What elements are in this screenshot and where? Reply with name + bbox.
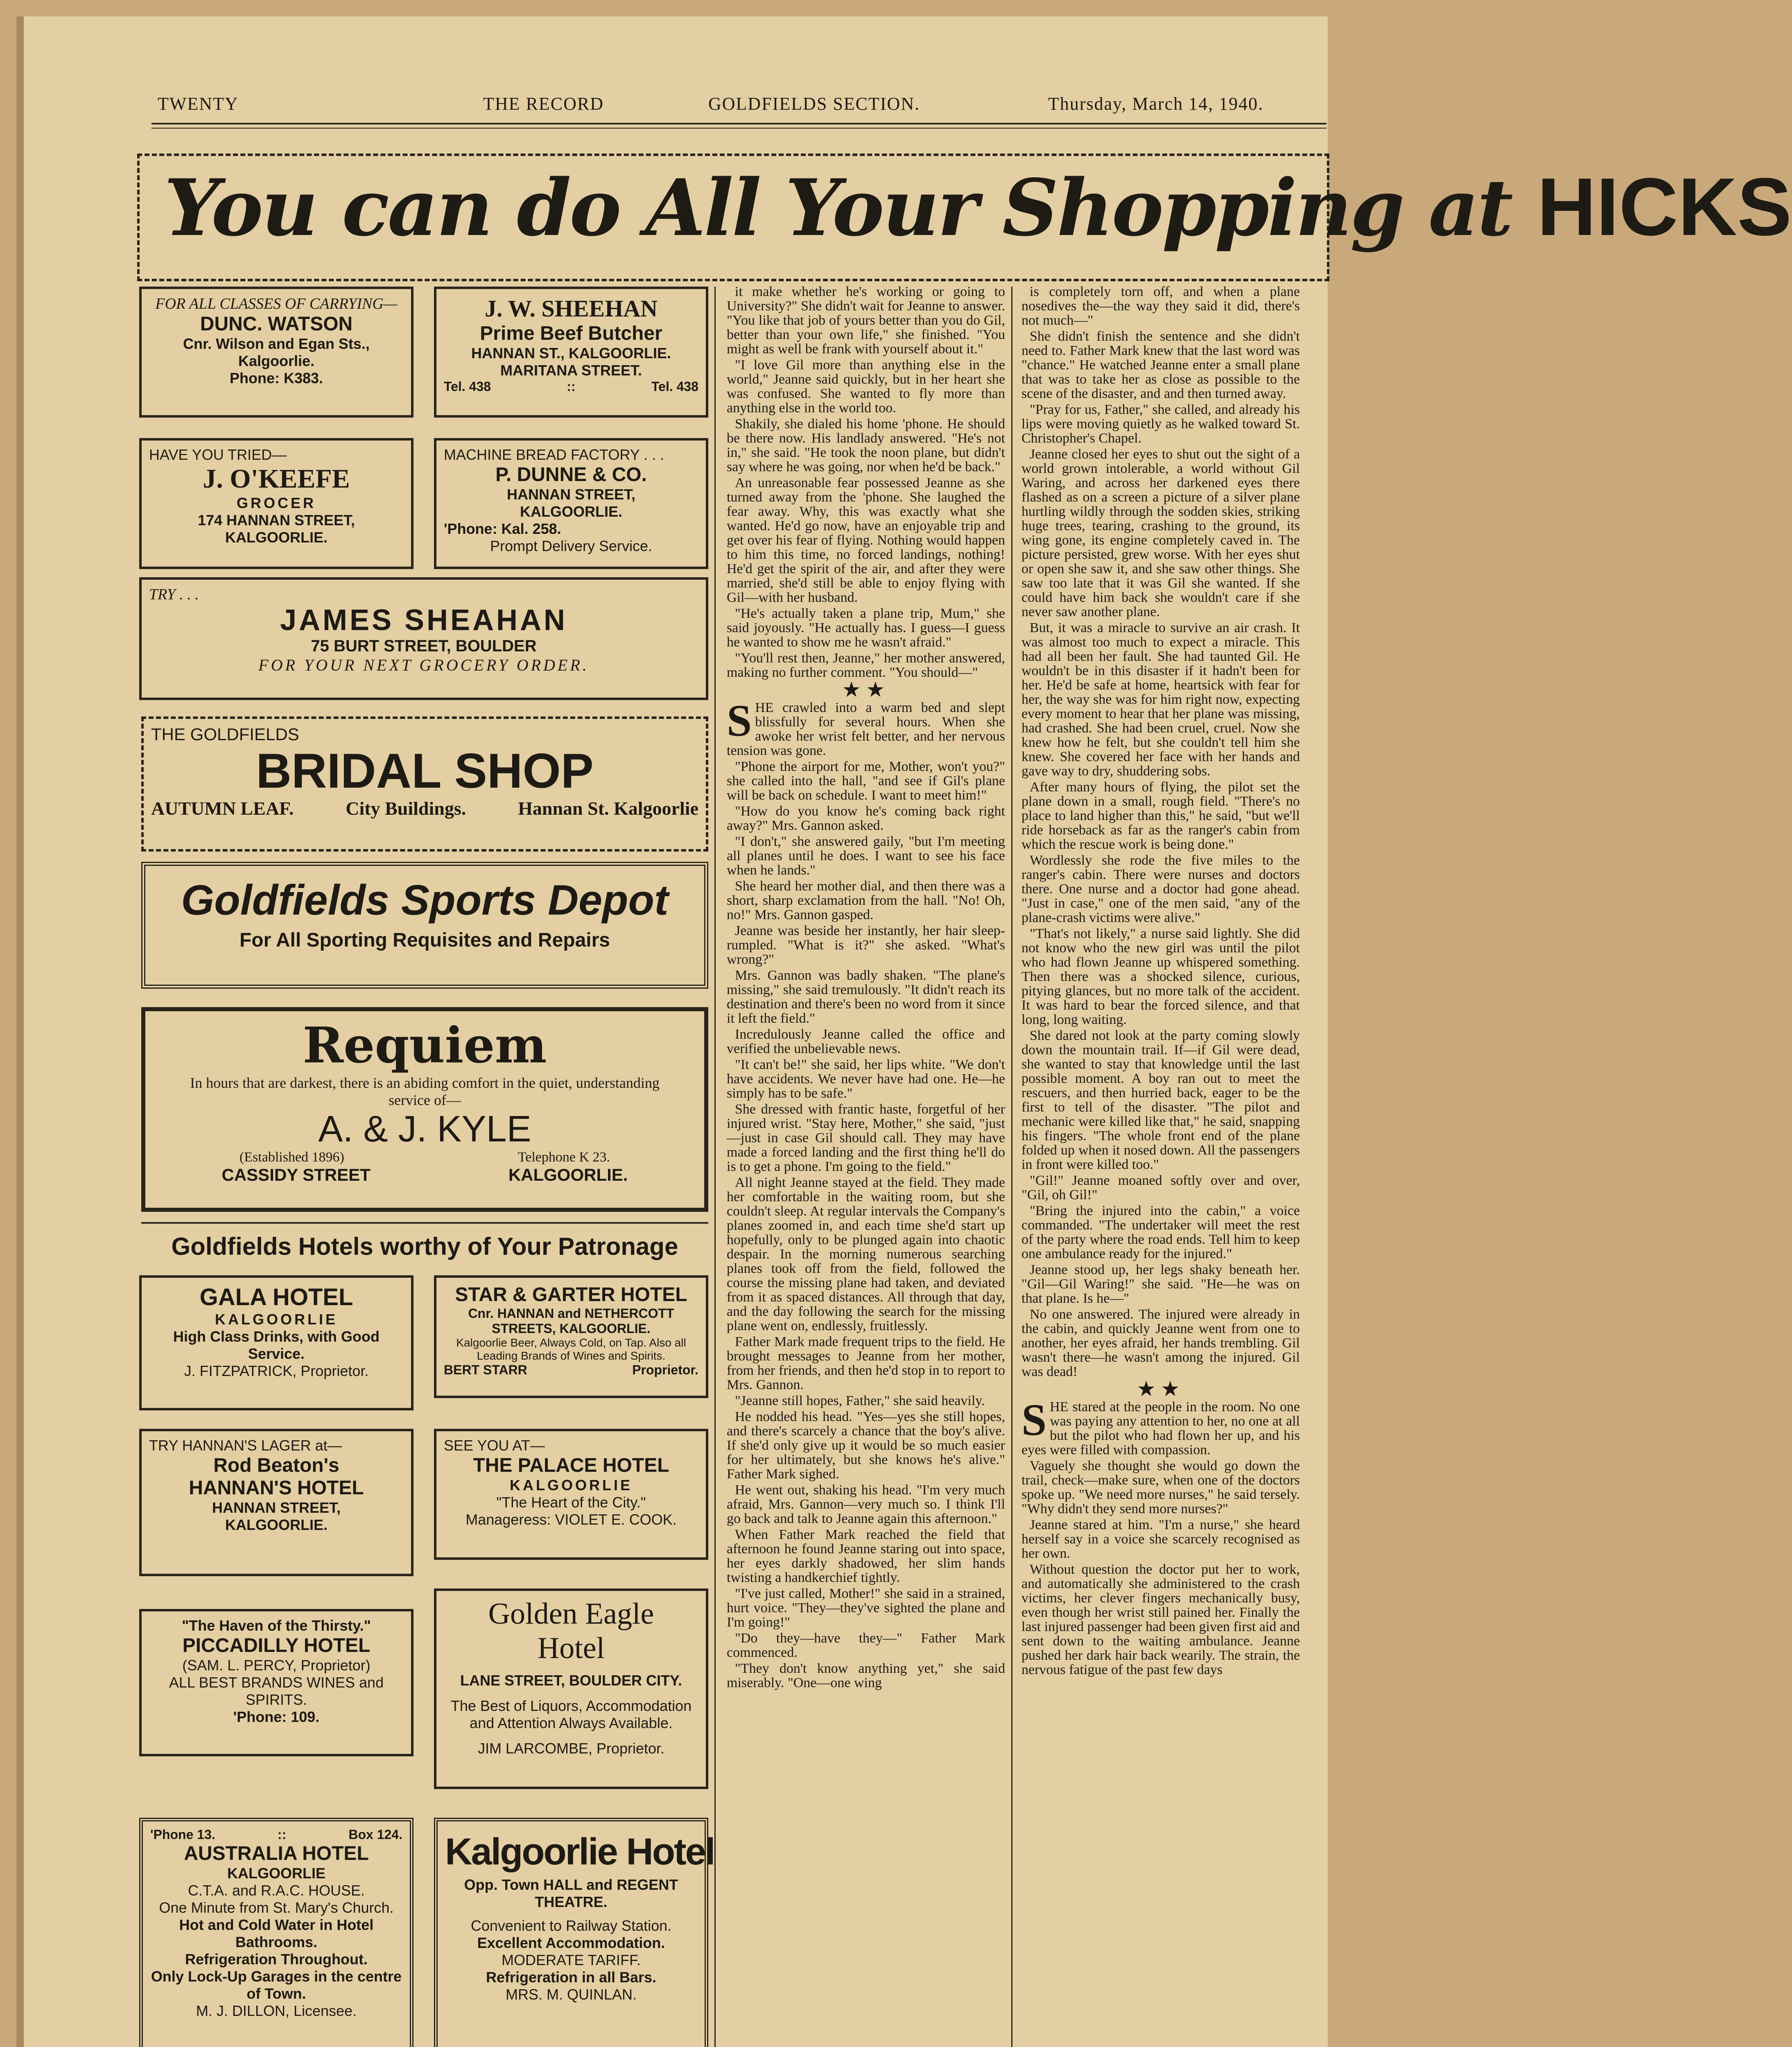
story-paragraph: HE crawled into a warm bed and slept blissfully for several hours. When she awoke her wrist felt better, and her nervous tension was gone.: [727, 700, 1005, 758]
ad-line: MODERATE TARIFF.: [501, 1952, 641, 1968]
ad-line: FOR YOUR NEXT GROCERY ORDER.: [258, 656, 589, 674]
story-paragraph: "Phone the airport for me, Mother, won't you?" she called into the hall, "and see if Gil's plane will be back on schedule. I want to meet him!": [727, 759, 1005, 803]
ad-line: FOR ALL CLASSES OF CARRYING—: [155, 295, 398, 312]
ad-line: Excellent Accommodation.: [477, 1934, 665, 1951]
ad-line: KALGOORLIE.: [225, 529, 328, 546]
ad-established: [153, 1150, 697, 1165]
story-paragraph: Father Mark made frequent trips to the field. He brought messages to Jeanne from her mother, from her friends, and then he'd stop in to report to Mrs. Gannon.: [727, 1334, 1005, 1392]
ad-phone: Tel. 438: [444, 379, 491, 394]
story-paragraph: Incredulously Jeanne called the office and verified the unbelievable news.: [727, 1027, 1005, 1056]
ad-line: Box 124.: [348, 1827, 402, 1842]
ad-line: Manageress: VIOLET E. COOK.: [466, 1511, 677, 1528]
story-paragraph: "Jeanne still hopes, Father," she said heavily.: [735, 1393, 985, 1408]
ad-line: GROCER: [236, 495, 316, 511]
story-paragraph: it make whether he's working or going to University?" She didn't wait for Jeanne to answer. "You like that job of yours better than you do Gil, better than your own life," she finished. "You might as well be frank with yourself about it.": [727, 284, 1005, 357]
ad-line: Convenient to Railway Station.: [470, 1917, 672, 1934]
ad-line: Kalgoorlie.: [238, 352, 315, 369]
ad-line: Refrigeration Throughout.: [185, 1951, 368, 1968]
ad-line: Hannan St. Kalgoorlie: [518, 798, 698, 819]
ad-line: THE GOLDFIELDS: [151, 725, 299, 744]
ad-line: KALGOORLIE.: [508, 1165, 628, 1184]
story-paragraph: "I love Gil more than anything else in the world," Jeanne said quickly, but in her heart she was confused. She wanted to fly more than anything else in the world too.: [727, 357, 1005, 416]
ad-line: (Established 1896): [239, 1150, 344, 1165]
ad-james-sheahan: [139, 577, 708, 700]
hicks-banner: [137, 154, 1792, 281]
story-paragraph: He nodded his head. "Yes—yes she still hopes, and there's scarcely a chance that the boy's alive. If she'd only give up it would be so much easier for her ultimately, but she knows he's alive." Father Mark sighed.: [727, 1409, 1005, 1482]
ad-line: KALGOORLIE: [510, 1477, 633, 1493]
ad-line: ALL BEST BRANDS WINES and SPIRITS.: [169, 1674, 384, 1708]
ad-line: Only Lock-Up Garages in the centre of Town.: [151, 1968, 402, 2002]
ad-title: GALA HOTEL: [199, 1284, 353, 1310]
ad-line: The Best of Liquors, Accommodation and Attention Always Available.: [450, 1697, 692, 1731]
ad-line: Telephone K 23.: [517, 1150, 610, 1165]
ad-line: 174 HANNAN STREET,: [197, 512, 355, 529]
ad-dunc-watson: [139, 287, 414, 418]
ad-title: JAMES SHEAHAN: [280, 604, 568, 637]
banner-headline: [164, 160, 1792, 254]
ad-requiem-kyle: [141, 1007, 708, 1212]
ad-line: Proprietor.: [632, 1362, 698, 1377]
ad-line: MACHINE BREAD FACTORY . . .: [444, 446, 664, 463]
ad-line: HANNAN ST., KALGOORLIE.: [471, 345, 671, 362]
ad-line: Prime Beef Butcher: [480, 323, 662, 344]
story-paragraph: "He's actually taken a plane trip, Mum," she said joyously. "He actually has. I guess—I guess he wanted to show me he wasn't afraid.": [727, 606, 1005, 650]
ad-line: (SAM. L. PERCY, Proprietor): [182, 1657, 371, 1674]
ad-sports-depot: [141, 862, 708, 989]
story-paragraph: is completely torn off, and when a plane nosedives the—the way they said it did, there's not much—": [1021, 284, 1300, 328]
hotels-heading: Goldfields Hotels worthy of Your Patronage: [171, 1233, 678, 1260]
story-paragraph: When Father Mark reached the field that afternoon he found Jeanne staring out into space, her eyes darkly shadowed, her slim hands twisting a handkerchief tightly.: [727, 1527, 1005, 1585]
section-name: GOLDFIELDS SECTION.: [708, 94, 920, 114]
story-paragraph: She dared not look at the party coming slowly down the mountain trail. If—if Gil were dead, she wanted to stay that knowledge until the last possible moment. A boy ran out to meet the rescuers, and then hurried back, eager to be the first to tell of the disaster. "The pilot and mechanic were killed like that," he said, snapping his fingers. "The whole front end of the plane folded up when it nosed down. All the passengers in front were killed too.": [1021, 1028, 1300, 1172]
ad-title: Goldfields Sports Depot: [181, 877, 669, 924]
ad-contact: [150, 1827, 402, 1842]
ad-address: [151, 798, 698, 819]
ad-line: ::: [277, 1827, 287, 1842]
ad-line: "The Heart of the City.": [496, 1494, 646, 1511]
ad-okeefe: [139, 438, 414, 569]
story-paragraph: Jeanne stood up, her legs shaky beneath her. "Gil—Gil Waring!" she said. "He—he was on that plane. Is he—": [1021, 1262, 1300, 1306]
ad-line: 'Phone 13.: [150, 1827, 215, 1842]
story-paragraph: HE stared at the people in the room. No one was paying any attention to her, no one at all but the pilot who had flown her up, and his eyes were filled with compassion.: [1021, 1399, 1300, 1457]
ad-title: J. O'KEEFE: [203, 464, 350, 494]
ad-title: Requiem: [303, 1017, 547, 1074]
ad-line: City Buildings.: [346, 798, 466, 819]
story-paragraph: Mrs. Gannon was badly shaken. "The plane's missing," she said tremulously. "It didn't reach its destination and there's been no word from it since it left the field.": [727, 968, 1005, 1026]
story-paragraph: She heard her mother dial, and then there was a short, sharp exclamation from the hall. "No! Oh, no!" Mrs. Gannon gasped.: [727, 879, 1005, 922]
ad-line: In hours that are darkest, there is an abiding comfort in the quiet, understanding service of—: [190, 1075, 660, 1108]
ad-line: HAVE YOU TRIED—: [149, 446, 287, 463]
ad-line: Kalgoorlie Beer, Always Cold, on Tap. Also all Leading Brands of Wines and Spirits.: [456, 1336, 686, 1362]
ad-palace-hotel: [434, 1429, 708, 1560]
story-paragraph: Jeanne closed her eyes to shut out the sight of a world grown intolerable, a world without Gil Waring, and across her darkened eyes there flashed as on a screen a picture of a silver plane hurtling wildly through the sodden skies, striking huge trees, tearing, crashing to the ground, its wing gone, its engine completely caved in. The picture persisted, grew worse. With her eyes shut or open she saw it, and she saw other things. She saw too late that it was Gil she wanted. If she could have him back she wouldn't care if she never saw another plane.: [1021, 447, 1300, 619]
story-paragraph: "It can't be!" she said, her lips white. "We don't have accidents. We never have had one. He—he simply has to be safe.": [727, 1057, 1005, 1101]
ad-australia-hotel: [139, 1818, 414, 2047]
page-number: TWENTY: [158, 94, 239, 114]
story-paragraph: But, it was a miracle to survive an air crash. It was almost too much to expect a miracle. This had all been her fault. She had taunted Gil. He wouldn't be in this disaster if it hadn't been for her. He'd be safe at home, heartsick with fear for her, the way she was for him right now, expecting every moment to hear that her plane was missing, had crashed. She had been cruel, cruel. Now she knew how he felt, but she couldn't tell him she knew. She covered her face with her hands and gave way to dry, shuddering sobs.: [1021, 620, 1300, 779]
story-paragraph: No one answered. The injured were already in the cabin, and quickly Jeanne went from one to another, her eyes afraid, her hands trembling. Gil wasn't there—he wasn't among the injured. Gil was dead!: [1021, 1307, 1300, 1379]
ad-title: Kalgoorlie Hotel: [445, 1831, 714, 1873]
ad-line: Hot and Cold Water in Hotel Bathrooms.: [179, 1916, 374, 1950]
story-paragraph: "Pray for us, Father," she called, and already his lips were moving quietly as he walked toward St. Christopher's Chapel.: [1021, 402, 1300, 446]
ad-line: Prompt Delivery Service.: [490, 538, 653, 554]
newspaper-name: THE RECORD: [483, 94, 604, 114]
ad-line: Cnr. Wilson and Egan Sts.,: [183, 335, 370, 352]
story-paragraph: "You'll rest then, Jeanne," her mother answered, making no further comment. "You should—": [727, 651, 1005, 680]
ad-title: THE PALACE HOTEL: [473, 1455, 669, 1476]
story-paragraph: She dressed with frantic haste, forgetful of her injured wrist. "Stay here, Mother," she said, "just—just in case Gil should call. They may have made a forced landing and the first thing he'll do is to get a phone. I'm going to the field.": [727, 1102, 1005, 1174]
ad-line: Refrigeration in all Bars.: [486, 1969, 657, 1986]
column-rule: [714, 287, 716, 2047]
story-paragraph: "How do you know he's coming back right away?" Mrs. Gannon asked.: [727, 804, 1005, 833]
section-break-stars: ★★: [1137, 1378, 1185, 1401]
drop-cap: S: [727, 696, 752, 746]
story-paragraph: "They don't know anything yet," she said miserably. "One—one wing: [727, 1661, 1005, 1690]
ad-line: M. J. DILLON, Licensee.: [196, 2002, 357, 2019]
ad-line: KALGOORLIE.: [225, 1516, 328, 1533]
ad-gala-hotel: [139, 1275, 414, 1410]
story-paragraph: "Gil!" Jeanne moaned softly over and over, "Gil, oh Gil!": [1021, 1173, 1300, 1202]
ad-title: BRIDAL SHOP: [256, 743, 594, 798]
ad-p-dunne: [434, 438, 708, 569]
story-paragraph: She didn't finish the sentence and she didn't need to. Father Mark knew that the last word was "chance." He watched Jeanne enter a small plane that was to take her as close as possible to the scene of the disaster, and and then turned away.: [1021, 329, 1300, 401]
ad-phone: Tel. 438: [651, 379, 698, 394]
ad-line: KALGOORLIE: [227, 1865, 325, 1882]
hotels-rule: [141, 1222, 708, 1224]
ad-line: TRY . . .: [149, 586, 199, 603]
ad-line: 'Phone: 109.: [233, 1708, 320, 1725]
ad-bridal-shop: [141, 716, 708, 852]
ad-line: MRS. M. QUINLAN.: [505, 1986, 637, 2003]
ad-line: KALGOORLIE: [215, 1311, 338, 1328]
ad-title: J. W. SHEEHAN: [484, 295, 658, 322]
ad-title: PICCADILLY HOTEL: [182, 1635, 371, 1656]
story-paragraph: An unreasonable fear possessed Jeanne as she turned away from the 'phone. She laughed the fear away. Why, this was exactly what she wanted. He'd go now, have an enjoyable trip and get over his fear of flying. Nothing would happen to him this time, no forced landings, nothing! He'd get the spirit of the air, and after they were married, she'd still be able to enjoy flying with Gil—with her husband.: [727, 475, 1005, 605]
story-paragraph: He went out, shaking his head. "I'm very much afraid, Mrs. Gannon—very much so. I think I'll go back and talk to Jeanne again this afternoon.": [727, 1482, 1005, 1526]
header-rule: [151, 123, 1326, 124]
header-rule-thin: [151, 128, 1326, 129]
story-paragraph: Without question the doctor put her to work, and automatically she administered to the crash victims, her clever fingers mechanically busy, even though her wrist still pained her. Finally the last injured passenger had been given first aid and sent down to the waiting ambulance. Jeanne pushed her dark hair back wearily. The strain, the nervous fatigue of the past few days: [1021, 1562, 1300, 1677]
story-paragraph: "I've just called, Mother!" she said in a strained, hurt voice. "They—they've sighted the plane and I'm going!": [727, 1586, 1005, 1630]
section-break-stars: ★★: [842, 678, 890, 702]
ad-title: P. DUNNE & CO.: [495, 464, 647, 486]
ad-golden-eagle-hotel: [434, 1588, 708, 1789]
ad-line: 'Phone: Kal. 258.: [444, 520, 561, 537]
story-paragraph: "That's not likely," a nurse said lightly. She did not know who the new girl was until the pilot who had flown Jeanne up whispered something. Then there was a shocked silence, curious, pitying glances, but no more talk of the accident. It was hard to bear the forced silence, and that long, long waiting.: [1021, 926, 1300, 1027]
ad-line: 75 BURT STREET, BOULDER: [311, 637, 537, 655]
ad-line: High Class Drinks, with Good Service.: [173, 1328, 380, 1362]
ad-line: BERT STARR: [444, 1362, 527, 1377]
story-paragraph: "I don't," she answered gaily, "but I'm meeting all planes until he does. I want to see his face when he lands.": [727, 834, 1005, 878]
ad-line: "The Haven of the Thirsty.": [182, 1617, 371, 1634]
ad-separator: ::: [567, 379, 576, 394]
story-paragraph: "Bring the injured into the cabin," a voice commanded. "The undertaker will meet the rest of the party where the road ends. Tell him to keep one ambulance ready for the injured.": [1021, 1203, 1300, 1261]
column-rule: [1011, 287, 1012, 2047]
ad-line: MARITANA STREET.: [500, 362, 642, 379]
ad-line: HANNAN STREET,: [506, 486, 635, 503]
ad-title: Hotel: [537, 1631, 605, 1665]
ad-jw-sheehan: [434, 287, 708, 418]
issue-date: Thursday, March 14, 1940.: [1048, 94, 1264, 114]
banner-slogan: You can do All Your Shopping at: [164, 162, 1512, 253]
ad-line: HANNAN STREET,: [212, 1499, 341, 1516]
story-column-2: [1021, 285, 1300, 2047]
ad-proprietor: [444, 1362, 698, 1378]
ad-line: A. & J. KYLE: [318, 1109, 531, 1150]
drop-cap: S: [1021, 1395, 1047, 1445]
story-paragraph: Wordlessly she rode the five miles to the ranger's cabin. There were nurses and doctors there. One nurse and a doctor had gone ahead. "Just in case," one of the men said, "any of the plane-crash victims were alive.": [1021, 853, 1300, 925]
story-paragraph: Vaguely she thought she would go down the trail, check—make sure, when one of the doctors spoke up. "We need more nurses," he said tersely. "Why didn't they send more nurses?": [1021, 1458, 1300, 1516]
ad-line: CASSIDY STREET: [221, 1165, 371, 1184]
ad-star-garter-hotel: [434, 1275, 708, 1398]
ad-phones: [444, 379, 698, 394]
ad-title: STAR & GARTER HOTEL: [455, 1284, 687, 1306]
ad-line: C.T.A. and R.A.C. HOUSE.: [188, 1882, 365, 1899]
ad-hannans-hotel: [139, 1429, 414, 1576]
ad-line: KALGOORLIE.: [520, 503, 622, 520]
ad-title: Golden Eagle: [488, 1597, 654, 1631]
ad-line: LANE STREET, BOULDER CITY.: [460, 1672, 682, 1689]
story-paragraph: Shakily, she dialed his home 'phone. He should be there now. His landlady answered. "He's not in," she said. "He took the noon plane, but didn't say where he was going, nor when he'd be back.": [727, 416, 1005, 474]
ad-address: [153, 1165, 697, 1185]
story-paragraph: Jeanne stared at him. "I'm a nurse," she heard herself say in a voice she scarcely recognised as her own.: [1021, 1517, 1300, 1561]
ad-kalgoorlie-hotel: [434, 1818, 714, 2047]
ad-line: AUTUMN LEAF.: [151, 798, 294, 819]
story-paragraph: After many hours of flying, the pilot set the plane down in a small, rough field. "There's no place to land higher than this," he said, "but we'll ride horseback as far as the ranger's cabin from which the rescue work is being done.": [1021, 779, 1300, 852]
story-paragraph: "Do they—have they—" Father Mark commenced.: [727, 1631, 1005, 1660]
ad-line: Phone: K383.: [229, 370, 323, 386]
ad-line: Opp. Town HALL and REGENT THEATRE.: [464, 1876, 678, 1910]
banner-brand: HICKS: [1537, 161, 1792, 253]
ad-title: DUNC. WATSON: [200, 313, 353, 335]
story-paragraph: Jeanne was beside her instantly, her hair sleep-rumpled. "What is it?" she asked. "What's wrong?": [727, 923, 1005, 967]
ad-line: For All Sporting Requisites and Repairs: [239, 929, 610, 951]
ad-line: J. FITZPATRICK, Proprietor.: [184, 1362, 369, 1379]
ad-line: TRY HANNAN'S LAGER at—: [149, 1437, 342, 1454]
ad-line: JIM LARCOMBE, Proprietor.: [477, 1740, 665, 1757]
ad-title: HANNAN'S HOTEL: [189, 1477, 364, 1499]
story-paragraph: All night Jeanne stayed at the field. They made her comfortable in the waiting room, but she couldn't sleep. At regular intervals the Company's planes zoomed in, and each time she'd start up hopefully, only to be plunged again into chaotic despair. In the morning numerous searching planes took off from the field, followed the course the missing plane had taken, and deviated from it as spaced distances. All through that day, and the day following the search for the missing plane went on, endlessly, fruitlessly.: [727, 1175, 1005, 1333]
ad-line: SEE YOU AT—: [444, 1437, 545, 1454]
ad-piccadilly-hotel: [139, 1609, 414, 1756]
story-column-1: [727, 285, 1005, 2047]
ad-line: Rod Beaton's: [213, 1455, 339, 1476]
ad-line: One Minute from St. Mary's Church.: [159, 1899, 394, 1916]
ad-title: AUSTRALIA HOTEL: [184, 1843, 369, 1864]
ad-line: Cnr. HANNAN and NETHERCOTT STREETS, KALGOORLIE.: [468, 1306, 674, 1336]
